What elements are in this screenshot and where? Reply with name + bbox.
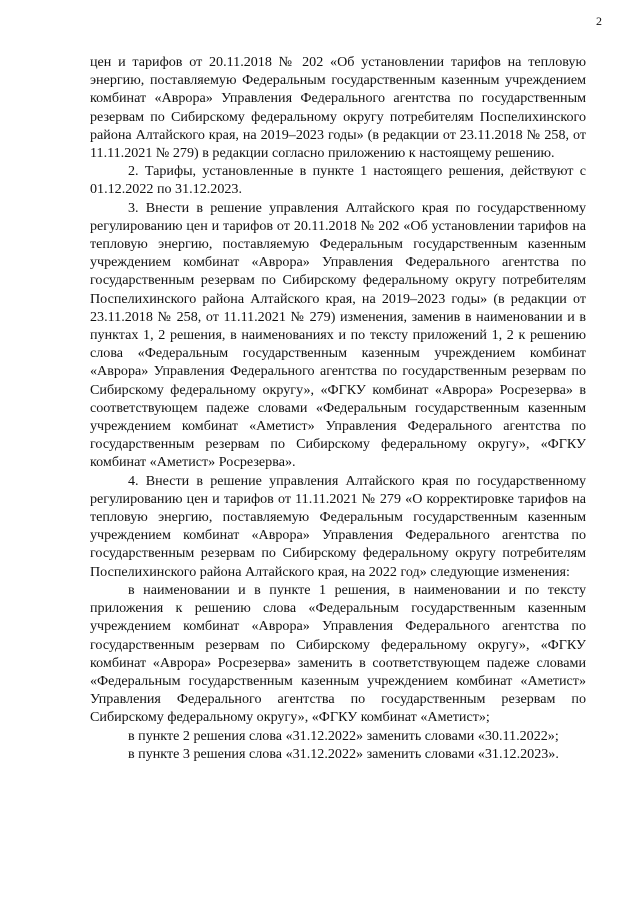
paragraph-4: 4. Внести в решение управления Алтайского края по государственному регулированию цен и тарифов от 11.11.2021 № 279 «О корректировке тарифов на тепловую энергию, поставляемую Федеральным государственным казенным учреждением комбинат «Аврора» Управления Федерального агентства по государственным резервам по Сибирскому федеральному округу потребителям Поспелихинского района Алтайского края, на 2022 год» следующие изменения: [90,472,586,580]
paragraph-3: 3. Внести в решение управления Алтайского края по государственному регулированию цен и тарифов от 20.11.2018 № 202 «Об установлении тарифов на тепловую энергию, поставляемую Федеральным государственным казенным учреждением комбинат «Аврора» Управления Федерального агентства по государственным резервам по Сибирскому федеральному округу потребителям Поспелихинского района Алтайского края, на 2019–2023 годы» (в редакции от 23.11.2018 № 258, от 11.11.2021 № 279) изменения, заменив в наименовании и в пунктах 1, 2 решения, в наименованиях и по тексту приложений 1, 2 к решению слова «Федеральным государственным казенным учреждением комбинат «Аврора» Управления Федерального агентства по государственным резервам по Сибирскому федеральному округу», «ФГКУ комбинат «Аврора» Росрезерва» в соответствующем падеже словами «Федеральным государственным казенным учреждением комбинат «Аметист» Управления Федерального агентства по государственным резервам по Сибирскому федеральному округу», «ФГКУ комбинат «Аметист» Росрезерва». [90,199,586,471]
paragraph-4-item-2: в пункте 2 решения слова «31.12.2022» заменить словами «30.11.2022»; [128,727,559,744]
paragraph-continuation: цен и тарифов от 20.11.2018 № 202 «Об установлении тарифов на тепловую энергию, поставляемую Федеральным государственным казенным учреждением комбинат «Аврора» Управления Федерального агентства по государственным резервам по Сибирскому федеральному округу потребителям Поспелихинского района Алтайского края, на 2019–2023 годы» (в редакции от 23.11.2018 № 258, от 11.11.2021 № 279) в редакции согласно приложению к настоящему решению. [90,54,586,162]
paragraph-2: 2. Тарифы, установленные в пункте 1 настоящего решения, действуют с 01.12.2022 по 31.12.2023. [90,163,586,198]
page-number: 2 [596,14,602,28]
paragraph-4-item-1: в наименовании и в пункте 1 решения, в наименовании и по тексту приложения к решению слова «Федеральным государственным казенным учреждением комбинат «Аврора» Управления Федерального агентства по государственным резервам по Сибирскому федеральному округу», «ФГКУ комбинат «Аврора» Росрезерва» заменить в соответствующем падеже словами «Федеральным государственным казенным учреждением комбинат «Аметист» Управления Федерального агентства по государственным резервам по Сибирскому федеральному округу», «ФГКУ комбинат «Аметист»; [90,581,586,726]
paragraph-4-item-3: в пункте 3 решения слова «31.12.2022» заменить словами «31.12.2023». [128,745,559,762]
document-body [90,53,586,763]
